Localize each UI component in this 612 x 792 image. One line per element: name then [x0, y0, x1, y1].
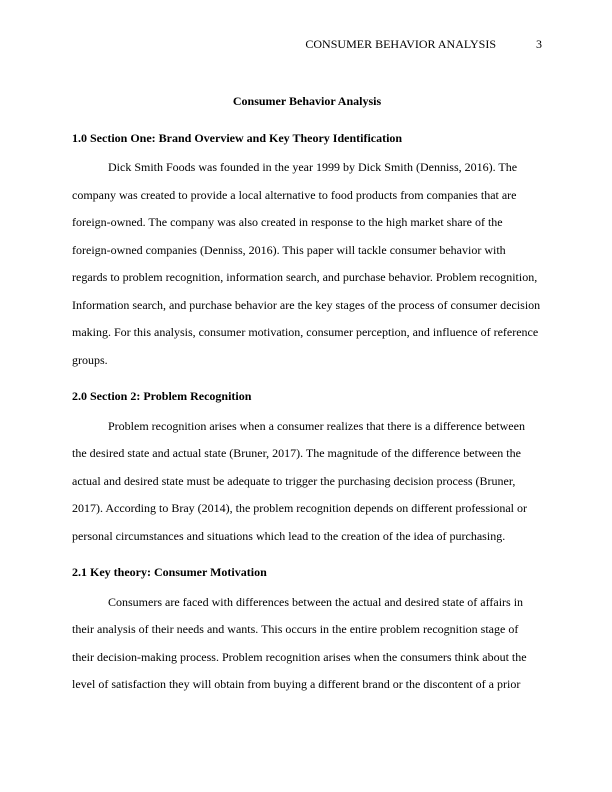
section-heading-brand-overview: 1.0 Section One: Brand Overview and Key Theory Identification	[72, 130, 403, 145]
running-head: CONSUMER BEHAVIOR ANALYSIS	[305, 37, 496, 51]
document-body	[72, 88, 542, 699]
section-paragraph-brand-overview: Dick Smith Foods was founded in the year 1999 by Dick Smith (Denniss, 2016). The company was created to provide a local alternative to food products from companies that are foreign-owned. The company was also created in response to the high market share of the foreign-owned companies (Denniss, 2016). This paper will tackle consumer behavior with regards to problem recognition, information search, and purchase behavior. Problem recognition, Information search, and purchase behavior are the key stages of the process of consumer decision making. For this analysis, consumer motivation, consumer perception, and influence of reference groups.	[72, 160, 541, 367]
section-heading-problem-recognition: 2.0 Section 2: Problem Recognition	[72, 389, 252, 403]
page-header	[72, 36, 542, 52]
page-number: 3	[536, 37, 542, 51]
section-paragraph-problem-recognition: Problem recognition arises when a consumer realizes that there is a difference between the desired state and actual state (Bruner, 2017). The magnitude of the difference between the actual and desired state must be adequate to trigger the purchasing decision process (Bruner, 2017). According to Bray (2014), the problem recognition depends on different professional or personal circumstances and situations which lead to the creation of the idea of purchasing.	[72, 418, 527, 543]
document-title: Consumer Behavior Analysis	[232, 94, 382, 108]
section-paragraph-consumer-motivation: Consumers are faced with differences between the actual and desired state of affairs in their analysis of their needs and wants. This occurs in the entire problem recognition stage of their decision-making process. Problem recognition arises when the consumers think about the level of satisfaction they will obtain from buying a different brand or the discontent of a prior	[72, 594, 527, 691]
section-heading-consumer-motivation: 2.1 Key theory: Consumer Motivation	[72, 565, 267, 579]
